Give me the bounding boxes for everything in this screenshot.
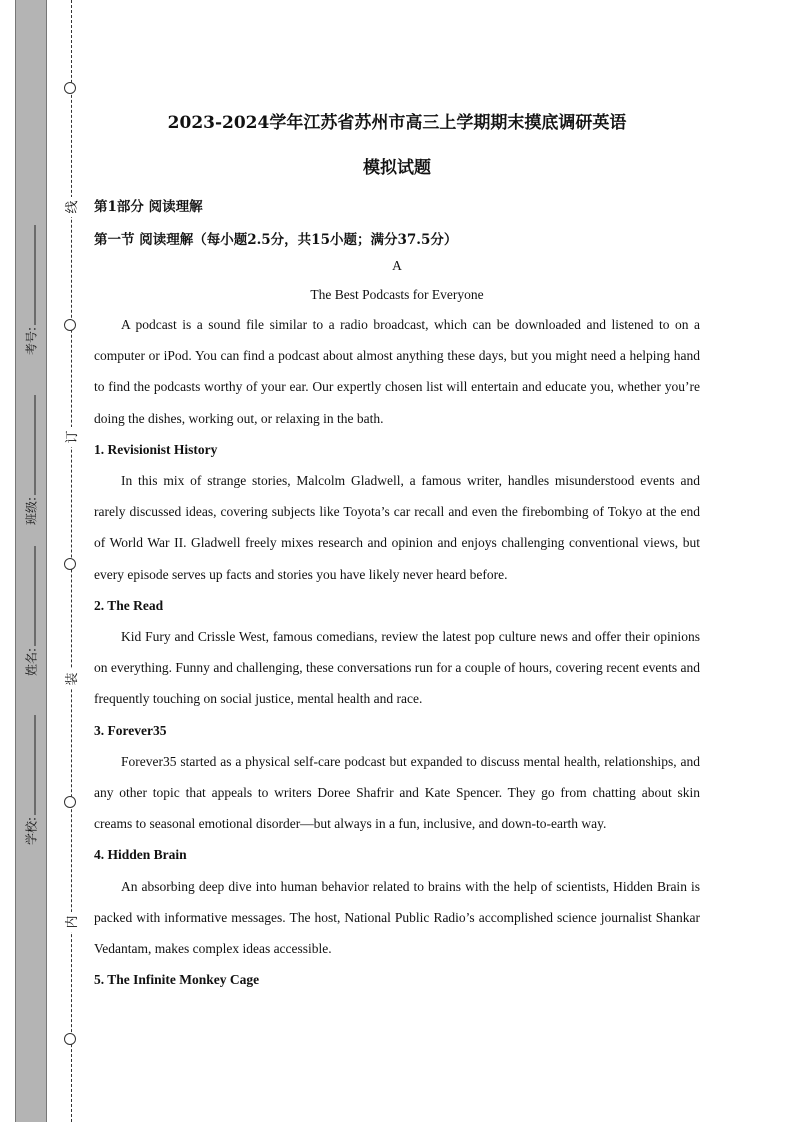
item-heading: 2. The Read bbox=[94, 597, 164, 613]
passage-title: The Best Podcasts for Everyone bbox=[310, 287, 484, 302]
name-blank[interactable] bbox=[27, 546, 36, 646]
binding-hole bbox=[64, 796, 76, 808]
class-blank[interactable] bbox=[27, 395, 36, 495]
exam-number-blank[interactable] bbox=[27, 225, 36, 325]
exam-subtitle: 模拟试题 bbox=[363, 158, 431, 178]
item-text: In this mix of strange stories, Malcolm Gladwell, a famous writer, handles misunderstood events and rarely discussed ideas, covering subjects like Toyota’s car recall and even the firebombing of Tokyo at the end of World War II. Gladwell freely mixes research and opinion and enjoys challenging conventional views, but every episode serves up facts and stories you have likely never heard before. bbox=[94, 473, 700, 582]
item-text: Kid Fury and Crissle West, famous comedians, review the latest pop culture news and offer their opinions on everything. Funny and challenging, these conversations run for a couple of hours, covering recent events and frequently touching on social justice, mental health and race. bbox=[94, 629, 700, 707]
passage-letter: A bbox=[392, 258, 402, 273]
item-text: Forever35 started as a physical self-care podcast but expanded to discuss mental health, relationships, and any other topic that appeals to writers Doree Shafrir and Kate Spencer. They go from chatting about skin creams to seasonal emotional disorder—but always in a fun, inclusive, and down-to-earth way. bbox=[94, 753, 700, 832]
section-heading: 第一节 阅读理解（每小题2.5分，共15小题；满分37.5分） bbox=[94, 232, 458, 248]
binding-label-zhuang: 装 bbox=[60, 669, 80, 689]
exam-number-label: 考号: bbox=[24, 326, 39, 356]
item-text: An absorbing deep dive into human behavior related to brains with the help of scientists, Hidden Brain is packed with informative messages. The host, National Public Radio’s accomplished science journalist Shankar Vedantam, makes complex ideas accessible. bbox=[94, 878, 700, 957]
item-heading: 5. The Infinite Monkey Cage bbox=[94, 972, 260, 988]
binding-label-nei: 内 bbox=[60, 912, 80, 932]
binding-hole bbox=[64, 82, 76, 94]
item-heading: 3. Forever35 bbox=[94, 722, 167, 738]
school-label: 学校: bbox=[24, 816, 39, 846]
binding-hole bbox=[64, 319, 76, 331]
exam-title: 2023-2024学年江苏省苏州市高三上学期期末摸底调研英语 bbox=[167, 113, 627, 133]
item-heading: 1. Revisionist History bbox=[94, 441, 218, 457]
passage-intro: A podcast is a sound file similar to a radio broadcast, which can be downloaded and listened to on a computer or iPod. You can find a podcast about almost anything these days, but you might need a helping hand to find the podcasts worthy of your ear. Our expertly chosen list will entertain and educate you, whether you’re doing the dishes, working out, or relaxing in the bath. bbox=[94, 317, 700, 426]
part-heading: 第1部分 阅读理解 bbox=[94, 199, 203, 215]
binding-hole bbox=[64, 1033, 76, 1045]
binding-label-ding: 订 bbox=[60, 427, 80, 447]
document-body bbox=[94, 108, 700, 995]
class-label: 班级: bbox=[24, 496, 39, 526]
item-heading: 4. Hidden Brain bbox=[94, 847, 187, 863]
name-label: 姓名: bbox=[24, 647, 39, 677]
binding-label-xian: 线 bbox=[60, 197, 80, 217]
binding-hole bbox=[64, 558, 76, 570]
school-blank[interactable] bbox=[27, 715, 36, 815]
